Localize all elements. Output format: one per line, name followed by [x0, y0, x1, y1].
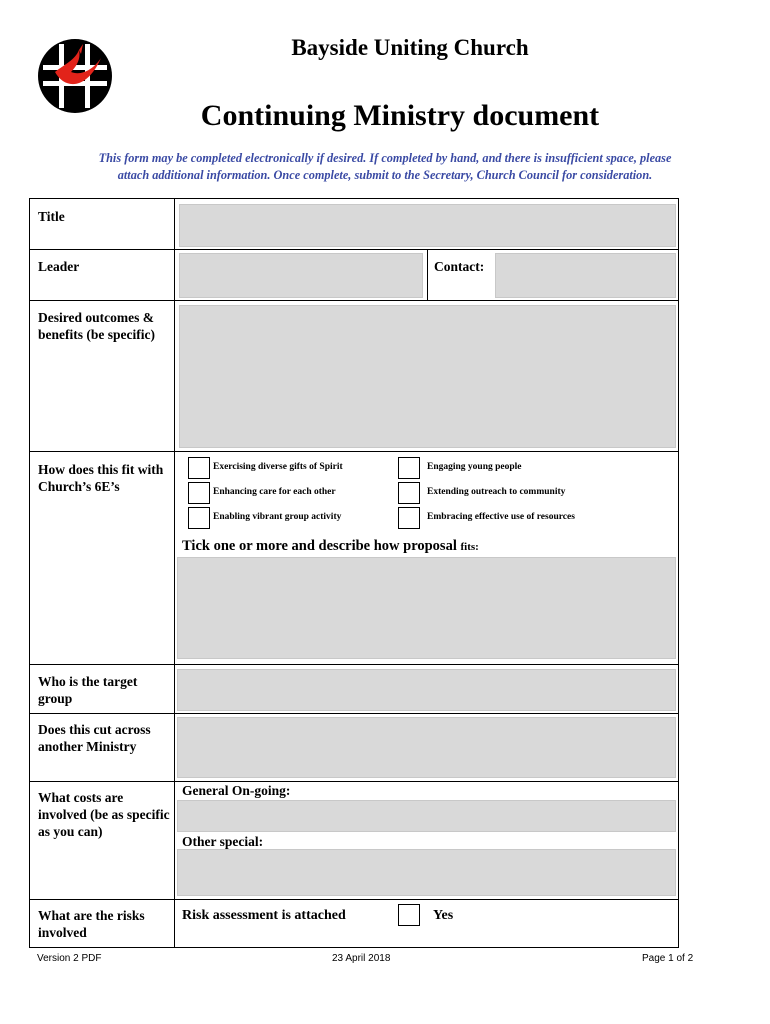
option-extending-label: Extending outreach to community: [427, 487, 566, 497]
general-label: General On-going:: [182, 783, 291, 798]
option-embracing-label: Embracing effective use of resources: [427, 512, 575, 522]
row-divider: [30, 249, 678, 250]
intro-line-2: attach additional information. Once complete, submit to the Secretary, Church Council for consideration.: [117, 168, 653, 182]
footer-date: 23 April 2018: [332, 953, 391, 964]
checkbox-engaging[interactable]: [398, 457, 420, 479]
target-field[interactable]: [177, 669, 676, 711]
cross-ministry-label: Does this cut across another Ministry: [38, 722, 151, 754]
column-divider: [174, 199, 175, 947]
contact-label: Contact:: [434, 259, 485, 274]
fit-label: How does this fit with Church’s 6E’s: [38, 462, 164, 494]
risks-label: What are the risks involved: [38, 908, 145, 940]
leader-field[interactable]: [179, 253, 423, 298]
checkbox-risk-yes[interactable]: [398, 904, 420, 926]
checkbox-enabling[interactable]: [188, 507, 210, 529]
outcomes-field[interactable]: [179, 305, 676, 448]
leader-label: Leader: [38, 259, 80, 274]
footer-version: Version 2 PDF: [37, 953, 102, 964]
cross-ministry-field[interactable]: [177, 717, 676, 778]
outcomes-label: Desired outcomes & benefits (be specific): [38, 310, 155, 342]
yes-label: Yes: [433, 908, 454, 923]
title-label: Title: [38, 209, 65, 224]
row-divider: [30, 300, 678, 301]
checkbox-extending[interactable]: [398, 482, 420, 504]
document-title: Continuing Ministry document: [200, 99, 600, 132]
costs-label: What costs are involved (be as specific as you can): [38, 790, 170, 839]
row-divider: [30, 451, 678, 452]
target-label: Who is the target group: [38, 674, 138, 706]
intro-line-1: This form may be completed electronically if desired. If completed by hand, and there is insufficient space, please: [98, 151, 672, 165]
footer-page: Page 1 of 2: [642, 953, 694, 964]
option-enhancing-label: Enhancing care for each other: [213, 487, 336, 497]
checkbox-embracing[interactable]: [398, 507, 420, 529]
option-exercising-label: Exercising diverse gifts of Spirit: [213, 462, 343, 472]
contact-divider: [427, 249, 428, 300]
ministry-form: [29, 198, 679, 948]
church-logo: [35, 36, 115, 116]
row-divider: [30, 713, 678, 714]
risk-attached-label: Risk assessment is attached: [182, 908, 346, 923]
other-label: Other special:: [182, 834, 264, 849]
row-divider: [30, 664, 678, 665]
other-field[interactable]: [177, 849, 676, 896]
general-field[interactable]: [177, 800, 676, 832]
tick-instruction: [182, 538, 479, 556]
checkbox-exercising[interactable]: [188, 457, 210, 479]
option-enabling-label: Enabling vibrant group activity: [213, 512, 342, 522]
option-engaging-label: Engaging young people: [427, 462, 522, 472]
row-divider: [30, 899, 678, 900]
fit-description-field[interactable]: [177, 557, 676, 659]
tick-instruction-tail: fits:: [460, 541, 479, 553]
checkbox-enhancing[interactable]: [188, 482, 210, 504]
contact-field[interactable]: [495, 253, 676, 298]
row-divider: [30, 781, 678, 782]
title-field[interactable]: [179, 204, 676, 247]
church-name: Bayside Uniting Church: [291, 35, 529, 60]
intro-text: [30, 150, 740, 184]
tick-instruction-text: Tick one or more and describe how proposal: [182, 538, 457, 554]
